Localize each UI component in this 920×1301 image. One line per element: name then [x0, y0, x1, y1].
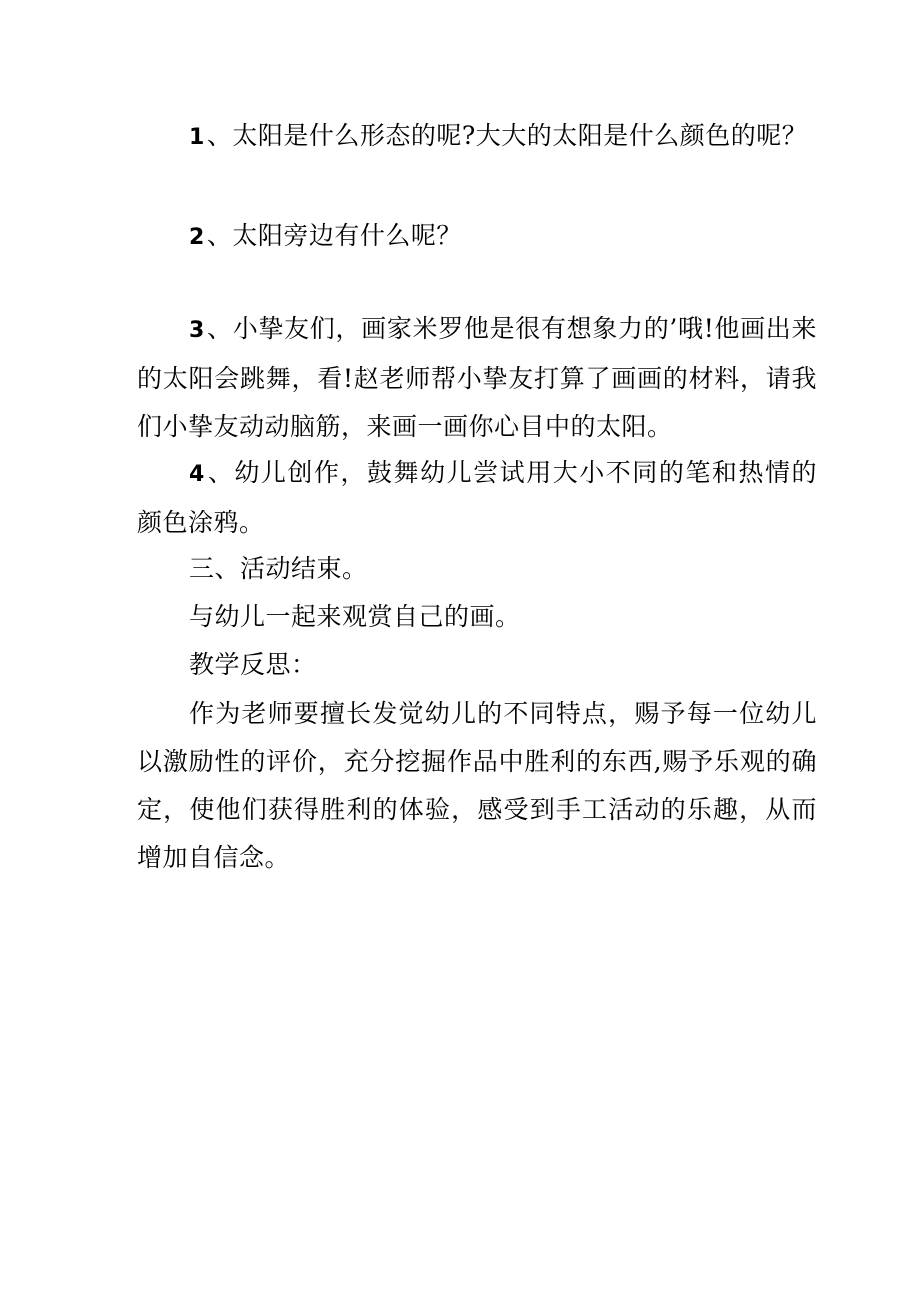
item-number: 4: [189, 462, 205, 487]
paragraph-text: 三、活动结束。: [189, 554, 368, 583]
paragraph-text: 教学反思：: [189, 650, 317, 679]
step-paragraph-3: [137, 305, 817, 451]
step-paragraph-4: [137, 449, 817, 547]
paragraph-text: 、幼儿创作，鼓舞幼儿尝试用大小不同的笔和热情的颜色涂鸦。: [137, 458, 817, 537]
question-paragraph-2: [137, 212, 817, 262]
section-heading-activity-end: [137, 545, 817, 593]
activity-end-paragraph: [137, 593, 817, 641]
item-number: 3: [189, 318, 205, 343]
reflection-paragraph: [137, 690, 817, 882]
paragraph-text: 、小挚友们，画家米罗他是很有想象力的’哦!他画出来的太阳会跳舞，看!赵老师帮小挚友打算了画画的材料，请我们小挚友动动脑筋，来画一画你心目中的太阳。: [137, 314, 817, 441]
reflection-heading: [137, 641, 817, 689]
paragraph-text: 作为老师要擅长发觉幼儿的不同特点，赐予每一位幼儿以激励性的评价，充分挖掘作品中胜利的东西,赐予乐观的确定，使他们获得胜利的体验，感受到手工活动的乐趣，从而增加自信念。: [137, 699, 817, 872]
paragraph-text: 与幼儿一起来观赏自己的画。: [189, 602, 521, 631]
paragraph-text: 、太阳是什么形态的呢?大大的太阳是什么颜色的呢？: [206, 121, 808, 150]
question-paragraph-1: [137, 112, 817, 162]
item-number: 2: [189, 225, 205, 250]
item-number: 1: [189, 125, 205, 150]
paragraph-text: 、太阳旁边有什么呢？: [206, 221, 462, 250]
